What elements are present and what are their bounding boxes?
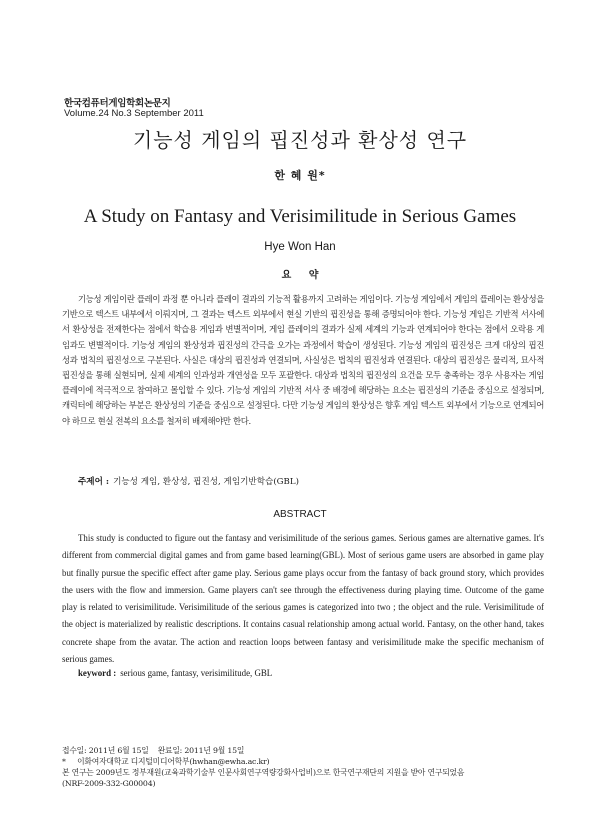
footnote-dates: 접수일: 2011년 6월 15일 완료일: 2011년 9월 15일 — [62, 746, 245, 755]
keywords-english — [78, 668, 272, 678]
abstract-english-heading: ABSTRACT — [273, 509, 327, 520]
paper-title-korean: 기능성 게임의 핍진성과 환상성 연구 — [132, 128, 468, 152]
footnote-affiliation: * 이화여자대학교 디지털미디어학부(hwhan@ewha.ac.kr) — [62, 757, 270, 766]
paper-title-english: A Study on Fantasy and Verisimilitude in Serious Games — [83, 206, 517, 227]
journal-name: 한국컴퓨터게임학회논문지 — [64, 98, 171, 109]
footnote-funding: 본 연구는 2009년도 정부재원(교육과학기술부 인문사회연구역량강화사업비)으로 한국연구재단의 지원을 받아 연구되었음 — [62, 768, 465, 777]
author-english: Hye Won Han — [264, 241, 336, 253]
keywords-korean — [78, 475, 299, 487]
keywords-english-text: serious game, fantasy, verisimilitude, GBL — [120, 668, 273, 678]
footnote-grant-number: (NRF-2009-332-G00004) — [62, 779, 156, 788]
footnotes — [62, 745, 546, 789]
abstract-korean-heading: 요 약 — [281, 270, 319, 281]
abstract-korean-body: 기능성 게임이란 플레이 과정 뿐 아니라 플레이 결과의 기능적 활용까지 고려하는 게임이다. 기능성 게임에서 게임의 플레이는 환상성을 기반으로 텍스트 내부에서 이뤄지며, 그 결과는 텍스트 외부에서 현실 기반의 핍진성을 통해 증명되어야 한다. 기능성 게임은 기반적 서사에서 환상성을 전제한다는 점에서 학습용 게임과 변별적이며, 게임 플레이의 결과가 실제 세계의 기능과 연계되어야 한다는 점에서 오락용 게임과도 변별적이다. 기능성 게임의 환상성과 핍진성의 간극을 오가는 과정에서 학습이 생성된다. 기능성 게임의 핍진성은 크게 대상의 핍진성과 법칙의 핍진성으로 구분된다. 사실은 대상의 핍진성과 연결되며, 사실성은 법칙의 핍진성과 연결된다. 대상의 핍진성은 물리적, 묘사적 핍진성을 통해 실현되며, 실제 세계의 인과성과 개연성을 모두 포괄한다. 대상과 법칙의 핍진성의 요건을 모두 충족하는 경우 사용자는 게임 플레이에 적극적으로 참여하고 몰입할 수 있다. 기능성 게임의 기반적 서사 중 배경에 해당하는 요소는 핍진성의 기준을 중심으로 설정되며, 캐릭터에 해당하는 부분은 환상성의 기준을 중심으로 설정된다. 다만 기능성 게임의 환상성은 향후 게임 텍스트 외부에서 기능으로 연계되어야 하므로 현실 전복의 요소를 철저히 배제해야만 한다. — [62, 294, 544, 426]
author-korean: 한 혜 원* — [274, 169, 326, 182]
keywords-korean-label: 주제어 : — [78, 477, 110, 487]
keywords-english-label: keyword : — [78, 668, 117, 678]
journal-volume: Volume.24 No.3 September 2011 — [64, 108, 204, 119]
abstract-english-body: This study is conducted to figure out the fantasy and verisimilitude of the serious games. Serious games are alternative games. It's different from commercial digital games and from game based learning(GBL). Most of serious game users are absorbed in game play but finally pursue the specific effect after game play. Serious game plays occur from the fantasy of back ground story, which provides the users with the flow and immersion. Game players can't see through the effectiveness during playing time. Outcome of the game play is related to verisimilitude. Verisimilitude of the serious games is categorized into two ; the object and the rule. Verisimilitude of the object is materialized by realistic descriptions. It contains casual relationship among actual world. Fantasy, on the other hand, takes concrete shape from the avatar. The action and reaction loops between fantasy and verisimilitude make the specific mechanism of serious games. — [62, 533, 544, 665]
keywords-korean-text: 기능성 게임, 환상성, 핍진성, 게임기반학습(GBL) — [113, 477, 299, 487]
